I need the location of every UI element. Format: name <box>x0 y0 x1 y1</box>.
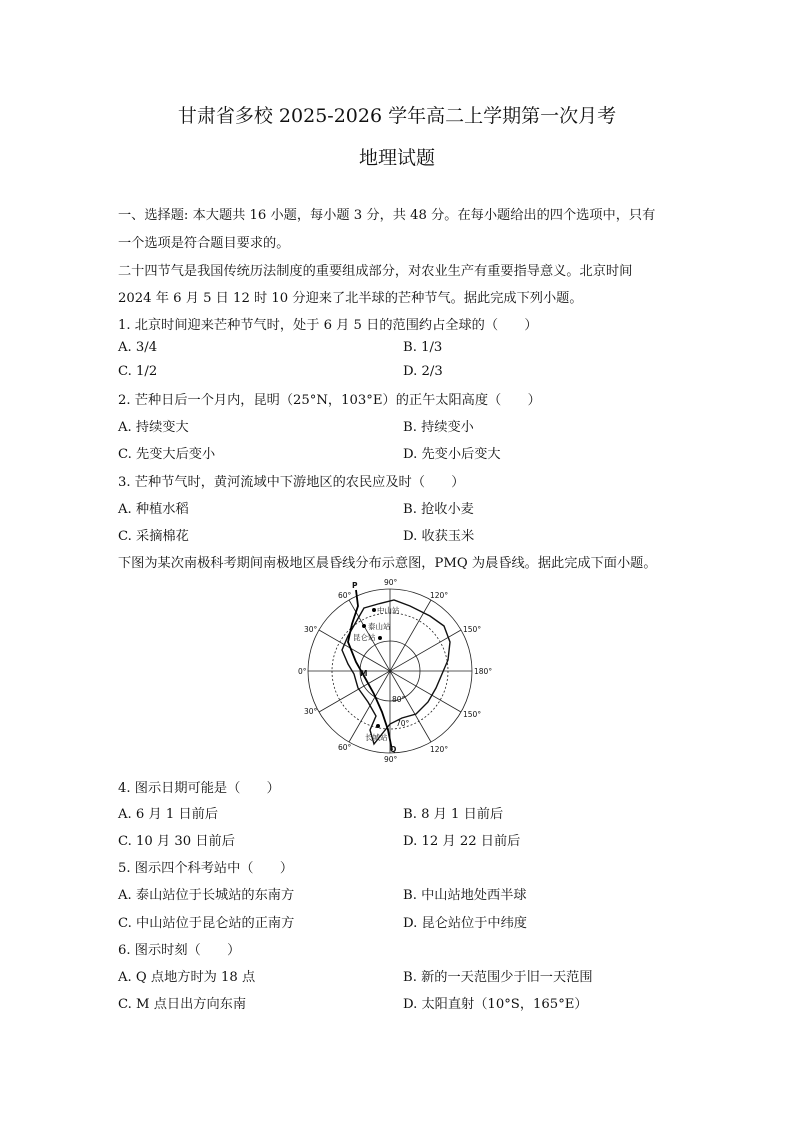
question-2-option-a: A. 持续变大 <box>118 420 189 435</box>
question-3-option-a: A. 种植水稻 <box>118 502 189 517</box>
great-wall-station-label: 长城站 <box>365 733 388 742</box>
question-4-option-c: C. 10 月 30 日前后 <box>118 834 235 849</box>
question-6-option-b: B. 新的一天范围少于旧一天范围 <box>403 970 593 985</box>
lon-label-120-bottom: 120° <box>430 745 449 754</box>
lon-label-60-top: 60° <box>338 591 352 600</box>
lon-label-150-bottom: 150° <box>463 710 482 719</box>
section-instruction-line-1: 一、选择题: 本大题共 16 小题，每小题 3 分，共 48 分。在每小题给出的四个选项中，只有 <box>118 208 656 223</box>
question-6-option-d: D. 太阳直射（10°S，165°E） <box>403 997 588 1012</box>
question-5-stem: 5. 图示四个科考站中（ ） <box>118 861 294 876</box>
kunlun-station-label: 昆仑站 <box>353 633 376 642</box>
question-2-option-b: B. 持续变小 <box>403 420 474 435</box>
question-3-option-d: D. 收获玉米 <box>403 529 475 544</box>
question-3-option-b: B. 抢收小麦 <box>403 502 474 517</box>
lon-label-180: 180° <box>474 667 493 676</box>
lon-label-60-bottom: 60° <box>338 743 352 752</box>
section-instruction-line-2: 一个选项是符合题目要求的。 <box>118 236 290 251</box>
antarctic-terminator-map <box>298 576 496 766</box>
kunlun-station-marker <box>378 636 382 640</box>
lat-label-70: 70° <box>396 719 410 728</box>
question-3-option-c: C. 采摘棉花 <box>118 529 189 544</box>
lon-label-120-top: 120° <box>430 591 449 600</box>
lon-label-30-bottom: 30° <box>304 707 318 716</box>
page-title: 甘肃省多校 2025-2026 学年高二上学期第一次月考 <box>177 105 617 127</box>
zhongshan-station-label: 中山站 <box>377 606 400 615</box>
great-wall-station-marker <box>376 724 380 728</box>
question-1-stem: 1. 北京时间迎来芒种节气时，处于 6 月 5 日的范围约占全球的（ ） <box>118 318 538 333</box>
question-5-option-c: C. 中山站位于昆仑站的正南方 <box>118 916 295 931</box>
question-5-option-b: B. 中山站地处西半球 <box>403 888 527 903</box>
question-2-option-d: D. 先变小后变大 <box>403 447 501 462</box>
question-2-option-c: C. 先变大后变小 <box>118 447 216 462</box>
point-p-label: P <box>352 581 358 590</box>
question-6-stem: 6. 图示时刻（ ） <box>118 943 241 958</box>
question-1-option-c: C. 1/2 <box>118 364 158 379</box>
point-q-label: Q <box>390 745 397 754</box>
lon-label-30-top: 30° <box>304 625 318 634</box>
lon-label-150-top: 150° <box>463 625 482 634</box>
question-6-option-c: C. M 点日出方向东南 <box>118 997 247 1012</box>
zhongshan-station-marker <box>372 608 376 612</box>
question-6-option-a: A. Q 点地方时为 18 点 <box>118 970 256 985</box>
question-2-stem: 2. 芒种日后一个月内，昆明（25°N，103°E）的正午太阳高度（ ） <box>118 393 541 408</box>
question-4-option-b: B. 8 月 1 日前后 <box>403 807 504 822</box>
question-4-option-a: A. 6 月 1 日前后 <box>118 807 219 822</box>
question-5-option-d: D. 昆仑站位于中纬度 <box>403 916 527 931</box>
taishan-station-label: 泰山站 <box>368 622 391 631</box>
question-3-stem: 3. 芒种节气时，黄河流域中下游地区的农民应及时（ ） <box>118 475 465 490</box>
point-m-label: M <box>360 669 368 678</box>
lat-label-80: 80° <box>392 695 406 704</box>
lon-label-0: 0° <box>298 667 307 676</box>
question-4-stem: 4. 图示日期可能是（ ） <box>118 781 280 796</box>
question-1-option-d: D. 2/3 <box>403 364 443 379</box>
passage-2-line-1: 下图为某次南极科考期间南极地区晨昏线分布示意图，PMQ 为晨昏线。据此完成下面小题。 <box>118 556 657 571</box>
page-subtitle: 地理试题 <box>358 147 435 169</box>
question-5-option-a: A. 泰山站位于长城站的东南方 <box>118 888 295 903</box>
taishan-station-marker <box>362 624 366 628</box>
lon-label-90-top: 90° <box>384 578 398 587</box>
passage-1-line-2: 2024 年 6 月 5 日 12 时 10 分迎来了北半球的芒种节气。据此完成下列小题。 <box>118 291 583 306</box>
lon-label-90-bottom: 90° <box>384 755 398 764</box>
question-1-option-b: B. 1/3 <box>403 340 443 355</box>
question-4-option-d: D. 12 月 22 日前后 <box>403 834 521 849</box>
passage-1-line-1: 二十四节气是我国传统历法制度的重要组成部分，对农业生产有重要指导意义。北京时间 <box>118 264 633 279</box>
question-1-option-a: A. 3/4 <box>118 340 158 355</box>
